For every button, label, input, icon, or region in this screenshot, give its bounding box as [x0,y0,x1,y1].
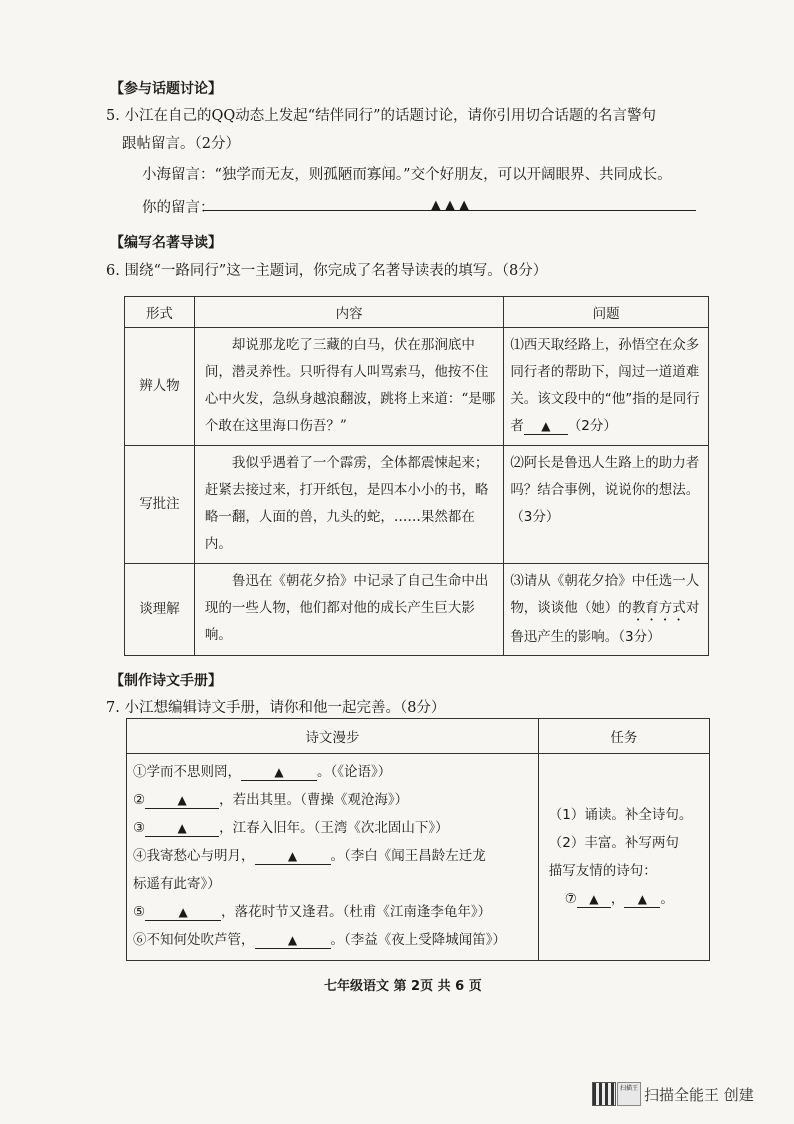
poem-blank-6[interactable]: ▲ [255,932,331,949]
row-form: 辨人物 [125,328,195,446]
row-content: 我似乎遇着了一个霹雳，全体都震悚起来；赶紧去接过来，打开纸包，是四本小小的书，略略一翻，人面的兽，九头的蛇，……果然都在内。 [194,446,503,564]
blank-marks: ▲ ▲ ▲ [430,198,470,213]
section-title-guide: 【编写名著导读】 [110,235,222,251]
answer-blank[interactable]: ▲ [524,418,568,435]
poem-blank-5[interactable]: ▲ [145,904,221,921]
scanner-logo: 扫描王 [617,1082,641,1106]
row-question: ⑶请从《朝花夕拾》中任选一人物，谈谈他（她）的教育方式对鲁迅产生的影响。（3分） [504,564,709,656]
task-7-line: ⑦ ▲ ， ▲ 。 [564,891,674,907]
section-title-poem: 【制作诗文手册】 [110,673,222,689]
poem-blank-3[interactable]: ▲ [145,820,219,837]
section-title-topic: 【参与话题讨论】 [110,81,222,97]
poem-line-4-cont: 标遥有此寄》） [133,876,221,892]
header-poems: 诗文漫步 [127,719,539,754]
q5-line1: 5. 小江在自己的QQ动态上发起“结伴同行”的话题讨论，请你引用切合话题的名言警句 [106,108,657,124]
poem-blank-1[interactable]: ▲ [241,764,317,781]
header-form: 形式 [125,297,195,328]
table-row [125,328,709,446]
watermark-text: 扫描全能王 创建 [644,1086,754,1104]
poem-lines-cell [127,754,539,961]
poem-line-6: ⑥不知何处吹芦管， ▲ 。（李益《夜上受降城闻笛》） [133,932,506,948]
header-question: 问题 [504,297,709,328]
poem-line-5: ⑤ ▲ ，落花时节又逢君。（杜甫《江南逢李龟年》） [133,904,492,920]
reading-guide-table [124,296,709,656]
task-7-blank-2[interactable]: ▲ [624,891,660,908]
task-2-cont: 描写友情的诗句： [548,863,657,879]
table-header-row [127,719,710,754]
task-1: （1）诵读。补全诗句。 [548,807,693,823]
row-form: 谈理解 [125,564,195,656]
emphasized-text: 教育方式 [631,600,686,616]
tasks-cell [538,754,709,961]
q5-line2: 跟帖留言。（2分） [122,136,240,152]
table-row [127,754,710,961]
your-message-label: 你的留言： [142,200,215,216]
poem-blank-2[interactable]: ▲ [145,792,219,809]
question-score: （2分） [567,418,617,434]
header-content: 内容 [194,297,503,328]
row-form: 写批注 [125,446,195,564]
header-tasks: 任务 [538,719,709,754]
poem-line-1: ①学而不思则罔， ▲ 。（《论语》） [133,764,392,780]
table-row [125,446,709,564]
task-7-blank-1[interactable]: ▲ [577,891,611,908]
poem-table [126,718,710,961]
poem-blank-4[interactable]: ▲ [255,848,331,865]
row-content: 却说那龙吃了三藏的白马，伏在那涧底中间，潜灵养性。只听得有人叫骂索马，他按不住心中火发，急纵身越浪翻波，跳将上来道：“是哪个敢在这里海口伤吾？” [194,328,503,446]
poem-line-2: ② ▲ ，若出其里。（曹操《观沧海》） [133,792,409,808]
poem-line-3: ③ ▲ ，江春入旧年。（王湾《次北固山下》） [133,820,449,836]
q7-prompt: 7. 小江想编辑诗文手册，请你和他一起完善。（8分） [106,700,446,716]
row-question [504,328,709,446]
q6-prompt: 6. 围绕“一路同行”这一主题词，你完成了名著导读表的填写。（8分） [106,263,548,279]
your-message-blank[interactable] [204,194,696,211]
task-2: （2）丰富。补写两句 [548,835,679,851]
table-row [125,564,709,656]
page-footer: 七年级语文 第 2页 共 6 页 [324,979,482,994]
qr-code-icon [592,1082,616,1106]
row-content: 鲁迅在《朝花夕拾》中记录了自己生命中出现的一些人物，他们都对他的成长产生巨大影响。 [194,564,503,656]
row-question: ⑵阿长是鲁迅人生路上的助力者吗？结合事例，说说你的想法。（3分） [504,446,709,564]
xiaohai-message: 小海留言：“独学而无友，则孤陋而寡闻。”交个好朋友，可以开阔眼界、共同成长。 [142,167,672,183]
poem-line-4: ④我寄愁心与明月， ▲ 。（李白《闻王昌龄左迁龙 [133,848,486,864]
question-text: ⑴西天取经路上，孙悟空在众多同行者的帮助下，闯过一道道难关。该文段中的“他”指的是同行者 [510,337,700,434]
table-header-row [125,297,709,328]
